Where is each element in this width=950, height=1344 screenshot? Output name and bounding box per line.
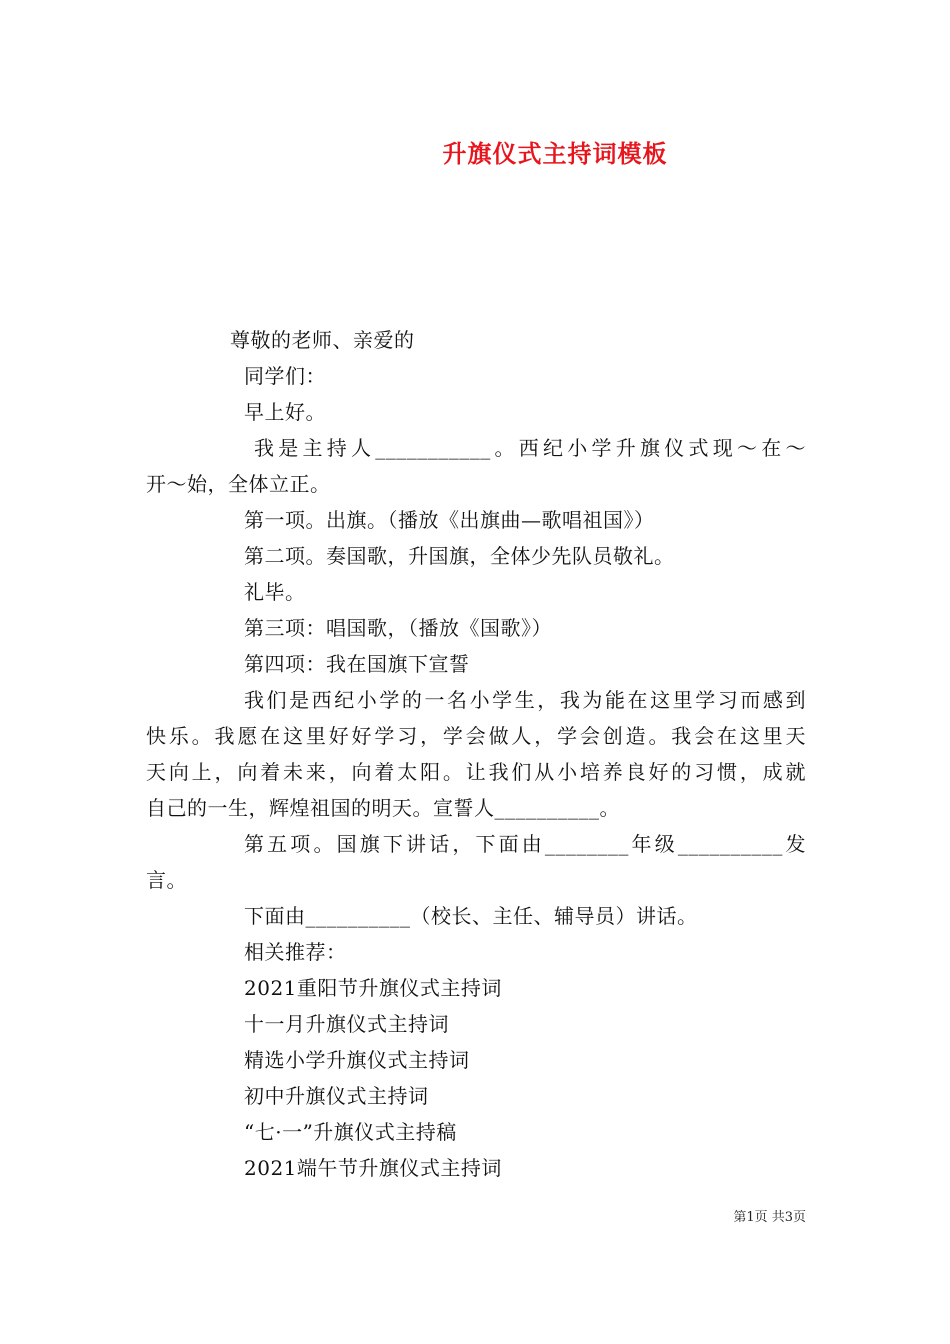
oath-line: 自己的一生，辉煌祖国的明天。宣誓人__________。 xyxy=(146,796,620,820)
program-item: 言。 xyxy=(146,868,187,892)
document-body xyxy=(146,322,806,1186)
related-heading: 相关推荐： xyxy=(244,940,347,964)
salutation-line: 尊敬的老师、亲爱的 xyxy=(230,328,415,352)
program-item: 第三项：唱国歌，（播放《国歌》） xyxy=(244,616,552,640)
salutation-line: 同学们： xyxy=(244,364,326,388)
related-link[interactable]: 初中升旗仪式主持词 xyxy=(244,1084,429,1108)
related-link[interactable]: “七·一”升旗仪式主持稿 xyxy=(244,1120,457,1144)
program-item: 第一项。出旗。（播放《出旗曲—歌唱祖国》） xyxy=(244,508,655,532)
related-link[interactable]: 十一月升旗仪式主持词 xyxy=(244,1012,449,1036)
document-title: 升旗仪式主持词模板 xyxy=(442,139,668,168)
program-item: 第二项。奏国歌，升国旗，全体少先队员敬礼。 xyxy=(244,544,675,568)
oath-line: 快乐。我愿在这里好好学习，学会做人，学会创造。我会在这里天 xyxy=(146,724,806,748)
program-item: 第四项：我在国旗下宣誓 xyxy=(244,652,470,676)
paragraph-line: 开～始，全体立正。 xyxy=(146,472,331,496)
related-link[interactable]: 2021重阳节升旗仪式主持词 xyxy=(244,976,502,1000)
paragraph-line: 我是主持人___________。西纪小学升旗仪式现～在～ xyxy=(254,436,806,460)
related-link[interactable]: 2021端午节升旗仪式主持词 xyxy=(244,1156,502,1180)
program-item: 下面由__________（校长、主任、辅导员）讲话。 xyxy=(244,904,698,928)
greeting-line: 早上好。 xyxy=(244,400,326,424)
program-item: 礼毕。 xyxy=(244,580,306,604)
related-link[interactable]: 精选小学升旗仪式主持词 xyxy=(244,1048,470,1072)
oath-line: 我们是西纪小学的一名小学生，我为能在这里学习而感到 xyxy=(244,688,806,712)
program-item: 第五项。国旗下讲话，下面由________年级__________发 xyxy=(244,832,806,856)
oath-line: 天向上，向着未来，向着太阳。让我们从小培养良好的习惯，成就 xyxy=(146,760,806,784)
page-number: 第1页 共3页 xyxy=(733,1210,806,1225)
